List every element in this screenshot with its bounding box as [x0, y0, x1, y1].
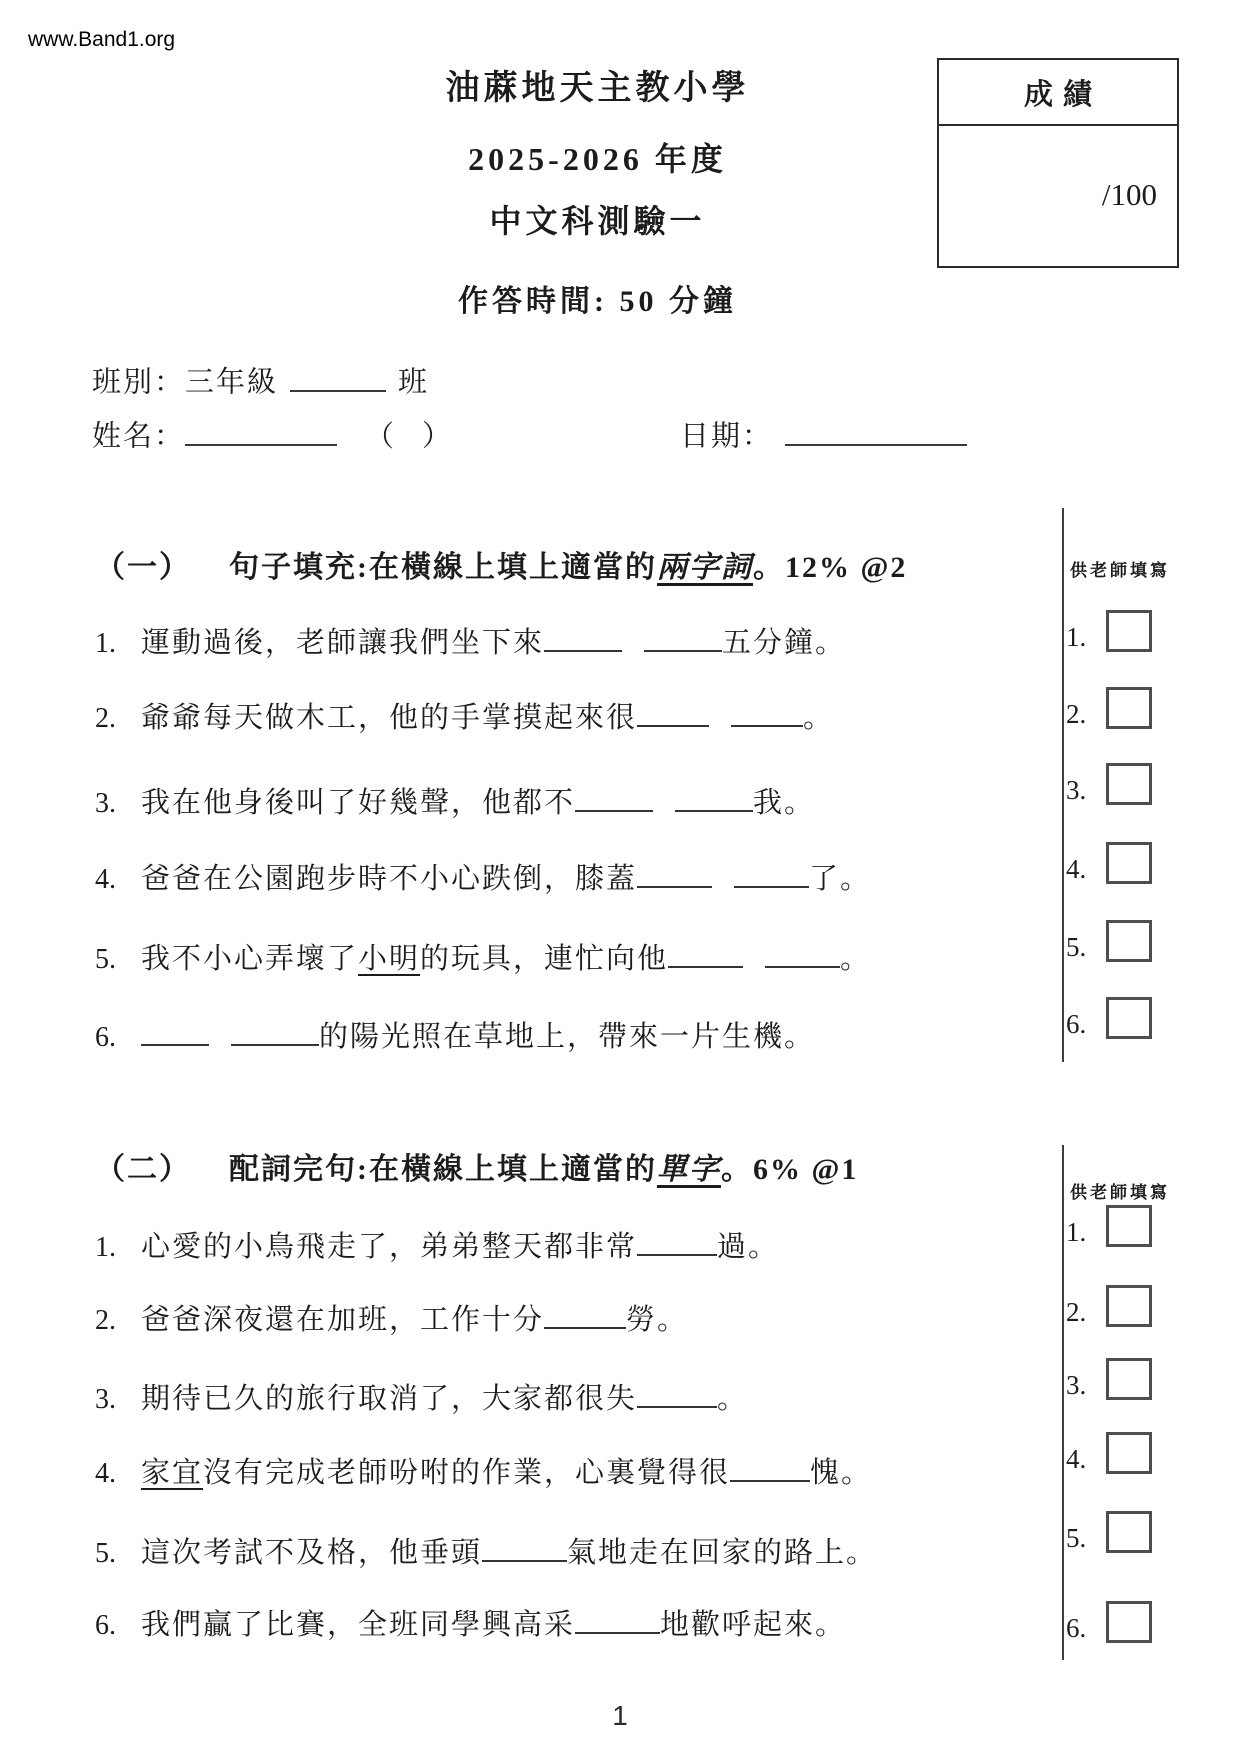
answer-blank	[637, 858, 712, 888]
section-emphasis: 兩字詞	[657, 551, 753, 584]
question-line	[95, 782, 815, 822]
name-blank	[185, 416, 337, 446]
section-emphasis: 單字	[657, 1153, 721, 1186]
marker-item-number: 1.	[1066, 1217, 1087, 1247]
answer-blank	[675, 782, 753, 812]
question-line	[95, 1452, 872, 1492]
class-suffix: 班	[398, 366, 430, 399]
question-segment: 勞。	[626, 1303, 689, 1336]
answer-blank	[544, 622, 622, 652]
question-number: 1.	[95, 1231, 116, 1263]
question-segment: 的陽光照在草地上，帶來一片生機。	[319, 1020, 816, 1053]
class-blank	[290, 362, 386, 392]
marker-score-box	[1106, 610, 1152, 652]
class-row	[92, 362, 429, 401]
question-segment: 沒有完成老師吩咐的作業，心裏覺得很	[203, 1456, 731, 1489]
answer-blank	[734, 858, 809, 888]
marker-item-number: 1.	[1066, 622, 1087, 652]
question-segment: 。	[717, 1382, 749, 1415]
question-segment: 爸爸在公園跑步時不小心跌倒，膝蓋	[141, 862, 638, 895]
question-number: 4.	[95, 1457, 116, 1489]
section-header	[95, 1150, 858, 1189]
question-segment: 我不小心弄壞了	[141, 942, 359, 975]
class-label: 班別：三年級	[92, 366, 279, 399]
question-line	[95, 938, 871, 978]
question-number: 6.	[95, 1609, 116, 1641]
marker-item-number: 3.	[1066, 1370, 1087, 1400]
marker-divider-rule	[1062, 508, 1064, 1062]
question-segment: 過。	[717, 1230, 780, 1263]
question-segment: 運動過後，老師讓我們坐下來	[141, 626, 545, 659]
section-header	[95, 548, 907, 587]
question-text	[141, 1021, 815, 1053]
score-total: /100	[1101, 177, 1157, 212]
marker-item-number: 4.	[1066, 1444, 1087, 1474]
question-segment: 的玩具，連忙向他	[420, 942, 669, 975]
section-number: （二）	[95, 1153, 191, 1186]
question-line	[95, 1016, 815, 1056]
score-label: 成績	[939, 60, 1177, 126]
exam-title: 中文科測驗一	[489, 203, 706, 239]
question-number: 1.	[95, 627, 116, 659]
marker-column-label: 供老師填寫	[1070, 561, 1170, 580]
marker-divider-rule	[1062, 1145, 1064, 1660]
class-number-paren-open: （	[365, 420, 397, 453]
time-limit: 作答時間: 50 分鐘	[458, 285, 737, 318]
question-line	[95, 622, 846, 662]
marker-item-number: 2.	[1066, 699, 1087, 729]
section-title: 句子填充:在橫線上填上適當的兩字詞。12% @2	[229, 551, 908, 584]
marker-item-number: 3.	[1066, 775, 1087, 805]
question-number: 3.	[95, 1383, 116, 1415]
question-number: 6.	[95, 1021, 116, 1053]
marker-score-box	[1106, 1205, 1152, 1247]
question-line	[95, 1378, 748, 1418]
question-line	[95, 1299, 688, 1339]
page-number: 1	[612, 1700, 628, 1731]
question-segment: 我。	[753, 786, 816, 819]
section-title: 配詞完句:在橫線上填上適當的單字。6% @1	[229, 1153, 859, 1186]
answer-blank	[575, 1604, 660, 1634]
question-line	[95, 1532, 877, 1572]
answer-blank	[668, 938, 743, 968]
question-segment: 愧。	[810, 1456, 873, 1489]
question-segment: 了。	[809, 862, 872, 895]
question-segment: 我們贏了比賽，全班同學興高采	[141, 1608, 576, 1641]
question-line	[95, 1226, 779, 1266]
date-row	[680, 416, 979, 455]
question-segment: 。	[840, 942, 872, 975]
answer-blank	[544, 1299, 626, 1329]
marker-score-box	[1106, 763, 1152, 805]
question-segment: 我在他身後叫了好幾聲，他都不	[141, 786, 576, 819]
question-text	[141, 1457, 872, 1489]
marker-item-number: 5.	[1066, 932, 1087, 962]
question-segment: 爺爺每天做木工，他的手掌摸起來很	[141, 701, 638, 734]
score-box	[937, 58, 1179, 268]
proper-noun: 家宜	[141, 1456, 204, 1489]
answer-blank	[637, 697, 709, 727]
marker-score-box	[1106, 687, 1152, 729]
question-segment: 這次考試不及格，他垂頭	[141, 1536, 483, 1569]
question-number: 2.	[95, 1304, 116, 1336]
marker-score-box	[1106, 920, 1152, 962]
year-title: 2025-2026 年度	[468, 141, 727, 177]
question-text	[141, 1304, 688, 1336]
marker-score-box	[1106, 842, 1152, 884]
question-line	[95, 697, 834, 737]
question-segment: 期待已久的旅行取消了，大家都很失	[141, 1382, 638, 1415]
school-title: 油蔴地天主教小學	[445, 70, 750, 107]
question-segment: 地歡呼起來。	[660, 1608, 847, 1641]
marker-item-number: 6.	[1066, 1613, 1087, 1643]
question-number: 4.	[95, 863, 116, 895]
question-text	[141, 1231, 779, 1263]
answer-blank	[644, 622, 722, 652]
marker-score-box	[1106, 1432, 1152, 1474]
question-segment: 心愛的小鳥飛走了，弟弟整天都非常	[141, 1230, 638, 1263]
date-label: 日期：	[680, 420, 774, 453]
question-text	[141, 1537, 877, 1569]
name-label: 姓名：	[92, 420, 186, 453]
question-text	[141, 702, 834, 734]
answer-blank	[231, 1016, 319, 1046]
proper-noun: 小明	[358, 942, 421, 975]
marker-column-label: 供老師填寫	[1070, 1183, 1170, 1202]
question-number: 5.	[95, 943, 116, 975]
question-segment: 爸爸深夜還在加班，工作十分	[141, 1303, 545, 1336]
marker-score-box	[1106, 1601, 1152, 1643]
answer-blank	[731, 697, 803, 727]
watermark: www.Band1.org	[28, 28, 176, 51]
question-segment: 氣地走在回家的路上。	[567, 1536, 878, 1569]
answer-blank	[765, 938, 840, 968]
marker-item-number: 4.	[1066, 854, 1087, 884]
question-text	[141, 1383, 748, 1415]
question-text	[141, 787, 815, 819]
question-line	[95, 1604, 846, 1644]
answer-blank	[637, 1226, 717, 1256]
answer-blank	[730, 1452, 810, 1482]
answer-blank	[575, 782, 653, 812]
answer-blank	[482, 1532, 567, 1562]
question-segment: 。	[803, 701, 835, 734]
section-number: （一）	[95, 551, 191, 584]
question-text	[141, 1609, 846, 1641]
marker-score-box	[1106, 1511, 1152, 1553]
answer-blank	[637, 1378, 717, 1408]
question-text	[141, 863, 871, 895]
marker-item-number: 6.	[1066, 1009, 1087, 1039]
answer-blank	[141, 1016, 209, 1046]
question-line	[95, 858, 871, 898]
marker-item-number: 5.	[1066, 1523, 1087, 1553]
question-number: 3.	[95, 787, 116, 819]
marker-score-box	[1106, 1358, 1152, 1400]
question-number: 5.	[95, 1537, 116, 1569]
marker-score-box	[1106, 1285, 1152, 1327]
question-number: 2.	[95, 702, 116, 734]
date-blank	[785, 416, 967, 446]
class-number-paren-close: ）	[422, 420, 454, 453]
marker-score-box	[1106, 997, 1152, 1039]
question-text	[141, 943, 871, 975]
marker-item-number: 2.	[1066, 1297, 1087, 1327]
question-segment: 五分鐘。	[722, 626, 847, 659]
name-row	[92, 416, 453, 455]
question-text	[141, 627, 846, 659]
